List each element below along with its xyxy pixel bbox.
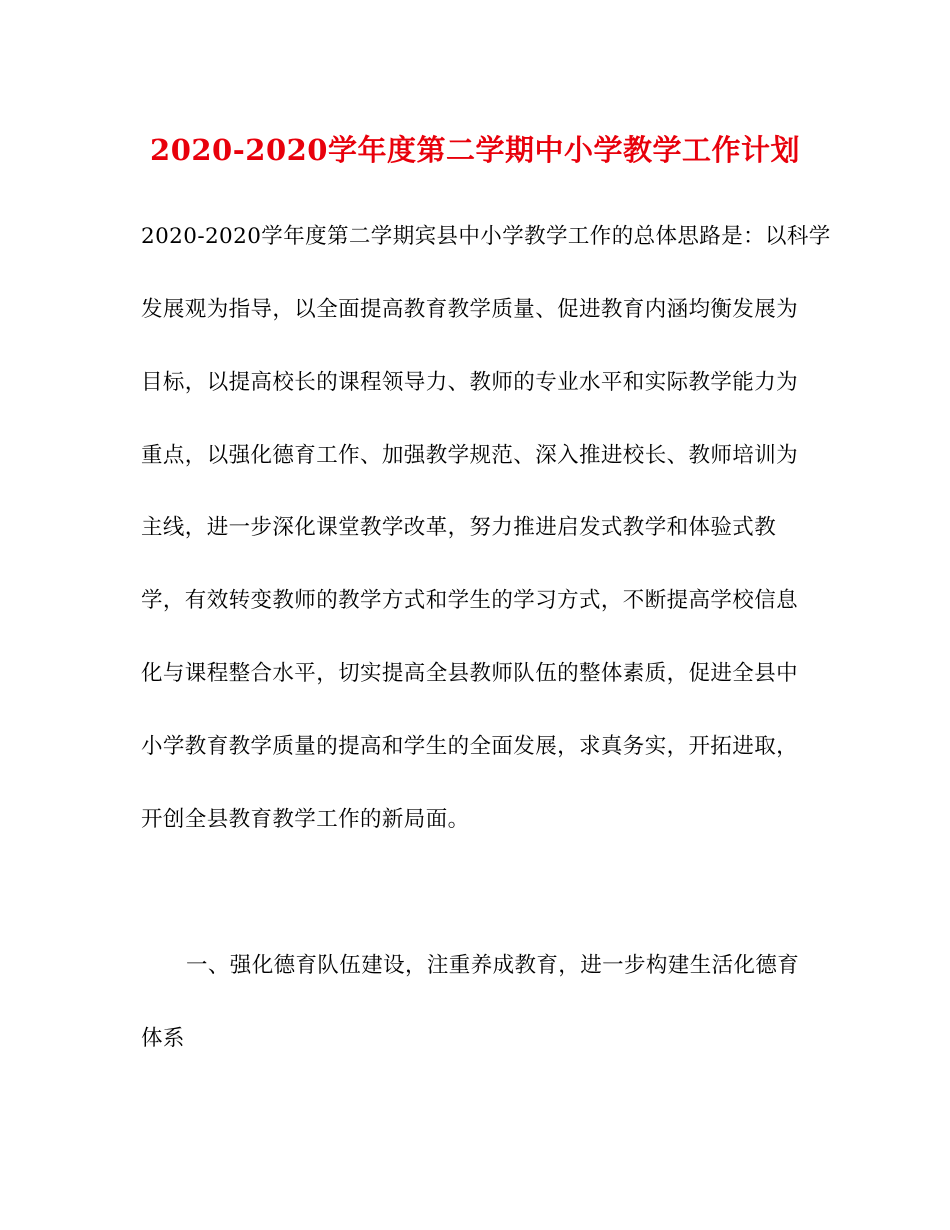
intro-line: 开创全县教育教学工作的新局面。 <box>141 807 470 832</box>
document-title: 2020-2020学年度第二学期中小学教学工作计划 <box>150 133 800 167</box>
intro-line: 重点，以强化德育工作、加强教学规范、深入推进校长、教师培训为 <box>141 443 799 468</box>
intro-line: 主线，进一步深化课堂教学改革，努力推进启发式教学和体验式教 <box>141 515 777 540</box>
intro-line: 学，有效转变教师的教学方式和学生的学习方式，不断提高学校信息 <box>141 588 799 613</box>
section-heading-line: 体系 <box>141 1026 185 1051</box>
intro-line: 发展观为指导，以全面提高教育教学质量、促进教育内涵均衡发展为 <box>141 297 799 322</box>
intro-line: 目标，以提高校长的课程领导力、教师的专业水平和实际教学能力为 <box>141 370 799 395</box>
intro-line: 2020-2020学年度第二学期宾县中小学教学工作的总体思路是：以科学 <box>141 224 831 249</box>
intro-line: 小学教育教学质量的提高和学生的全面发展，求真务实，开拓进取， <box>141 734 799 759</box>
intro-line: 化与课程整合水平，切实提高全县教师队伍的整体素质，促进全县中 <box>141 661 799 686</box>
section-heading-line: 一、强化德育队伍建设，注重养成教育，进一步构建生活化德育 <box>186 953 800 978</box>
